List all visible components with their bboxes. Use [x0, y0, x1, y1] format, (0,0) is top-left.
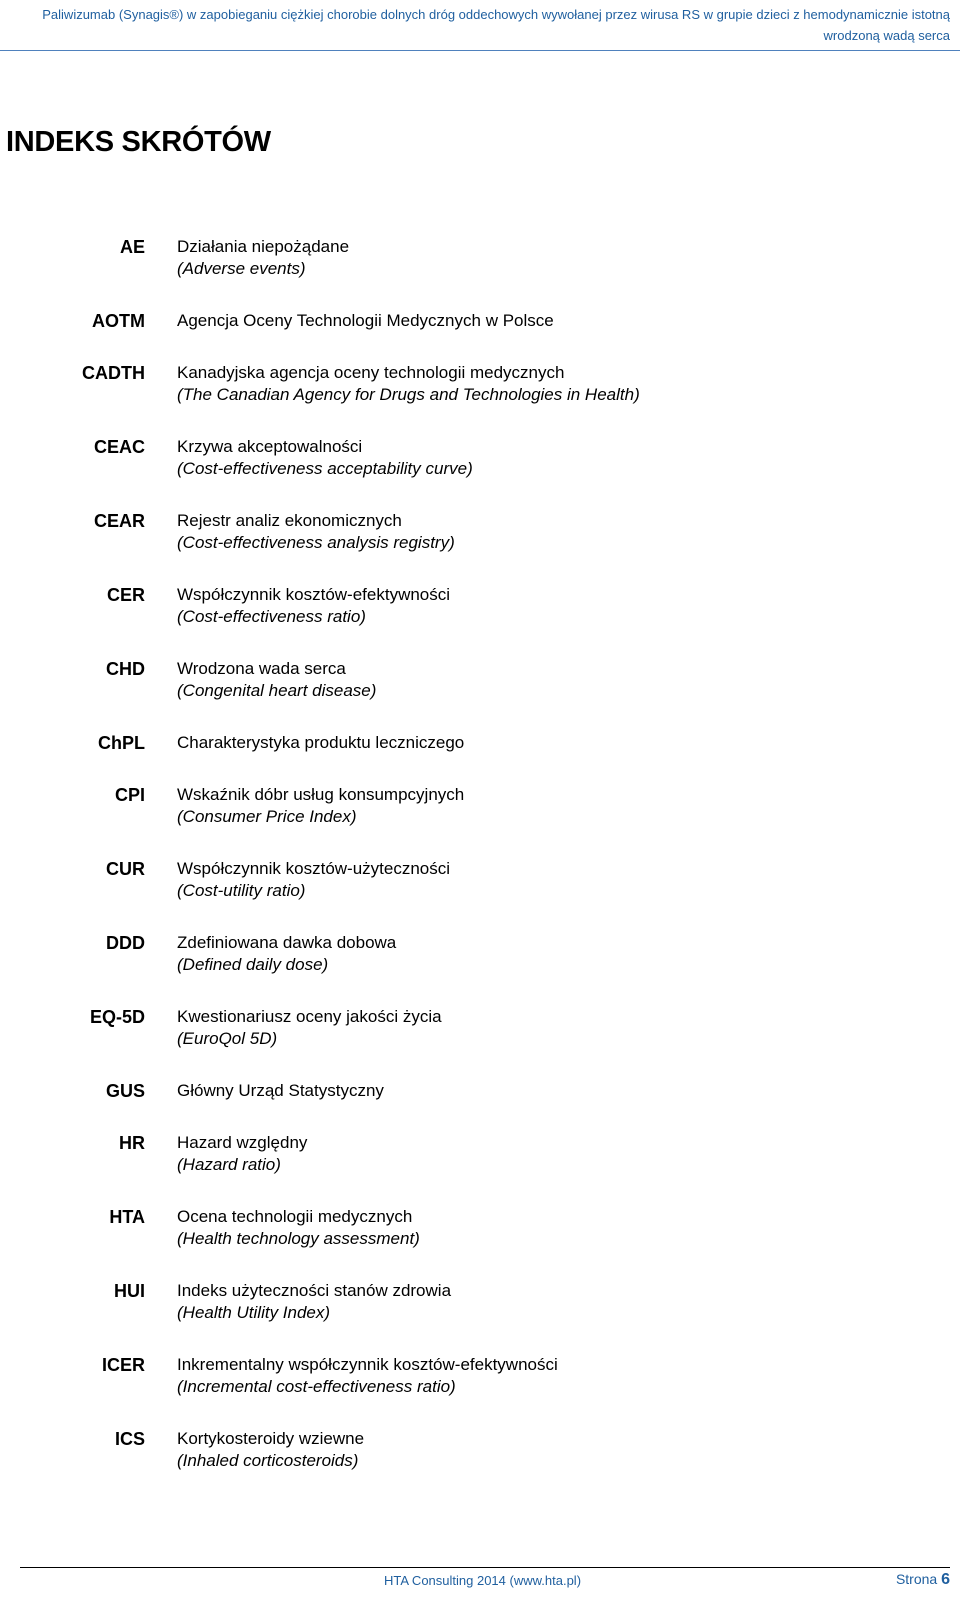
abbreviation-definition	[177, 932, 396, 976]
section-title: INDEKS SKRÓTÓW	[6, 126, 271, 158]
definition-polish: Agencja Oceny Technologii Medycznych w Polsce	[177, 311, 554, 330]
abbreviation-row	[0, 1354, 960, 1428]
abbreviation-definition	[177, 732, 464, 754]
page-footer	[20, 1567, 950, 1592]
definition-polish: Charakterystyka produktu leczniczego	[177, 733, 465, 752]
definition-english: (Cost-effectiveness acceptability curve)	[177, 459, 473, 478]
abbreviation-term: AOTM	[92, 311, 145, 331]
abbreviation-definition	[177, 658, 376, 702]
definition-english: (EuroQol 5D)	[177, 1029, 278, 1048]
definition-english: (Cost-effectiveness analysis registry)	[177, 533, 455, 552]
abbreviation-row	[0, 732, 960, 784]
definition-polish: Współczynnik kosztów-efektywności	[177, 585, 451, 604]
definition-polish: Wskaźnik dóbr usług konsumpcyjnych	[177, 785, 465, 804]
abbreviation-row	[0, 510, 960, 584]
abbreviation-definition	[177, 1006, 442, 1050]
abbreviation-row	[0, 236, 960, 310]
abbreviation-row	[0, 1280, 960, 1354]
abbreviation-list	[0, 236, 960, 1502]
footer-company: HTA Consulting 2014 (www.hta.pl)	[384, 1573, 582, 1588]
abbreviation-row	[0, 584, 960, 658]
abbreviation-term: GUS	[105, 1081, 145, 1101]
page-indicator	[896, 1571, 950, 1589]
abbreviation-definition	[177, 1428, 364, 1472]
definition-polish: Hazard względny	[177, 1133, 308, 1152]
definition-polish: Wrodzona wada serca	[177, 659, 346, 678]
abbreviation-row	[0, 1080, 960, 1132]
definition-english: (Hazard ratio)	[177, 1155, 281, 1174]
abbreviation-row	[0, 658, 960, 732]
definition-english: (Health technology assessment)	[177, 1229, 420, 1248]
abbreviation-row	[0, 1428, 960, 1502]
abbreviation-row	[0, 784, 960, 858]
page-header	[0, 0, 960, 51]
abbreviation-term: AE	[119, 237, 145, 257]
abbreviation-row	[0, 436, 960, 510]
definition-polish: Kwestionariusz oceny jakości życia	[177, 1007, 442, 1026]
abbreviation-term: CEAC	[93, 437, 145, 457]
abbreviation-term: DDD	[106, 933, 145, 953]
definition-english: (Inhaled corticosteroids)	[177, 1451, 359, 1470]
abbreviation-row	[0, 1132, 960, 1206]
definition-polish: Działania niepożądane	[177, 237, 350, 256]
abbreviation-definition	[177, 1080, 384, 1102]
definition-english: (Incremental cost-effectiveness ratio)	[177, 1377, 456, 1396]
definition-english: (Cost-utility ratio)	[177, 881, 306, 900]
definition-polish: Indeks użyteczności stanów zdrowia	[177, 1281, 452, 1300]
abbreviation-definition	[177, 436, 473, 480]
definition-polish: Współczynnik kosztów-użyteczności	[177, 859, 451, 878]
definition-polish: Kortykosteroidy wziewne	[177, 1429, 365, 1448]
definition-polish: Krzywa akceptowalności	[177, 437, 363, 456]
abbreviation-row	[0, 362, 960, 436]
definition-english: (Defined daily dose)	[177, 955, 329, 974]
abbreviation-definition	[177, 784, 464, 828]
abbreviation-term: HR	[119, 1133, 145, 1153]
definition-english: (Congenital heart disease)	[177, 681, 377, 700]
definition-english: (The Canadian Agency for Drugs and Technologies in Health)	[177, 385, 640, 404]
abbreviation-definition	[177, 362, 640, 406]
abbreviation-definition	[177, 1280, 451, 1324]
abbreviation-term: CER	[106, 585, 145, 605]
abbreviation-row	[0, 1206, 960, 1280]
definition-polish: Kanadyjska agencja oceny technologii medycznych	[177, 363, 565, 382]
abbreviation-row	[0, 1006, 960, 1080]
abbreviation-definition	[177, 1354, 558, 1398]
document-title: Paliwizumab (Synagis®) w zapobieganiu ciężkiej chorobie dolnych dróg oddechowych wywołanej przez wirusa RS w grupie dzieci z hemodynamicznie istotną wrodzoną wadą serca	[42, 7, 950, 43]
definition-polish: Główny Urząd Statystyczny	[177, 1081, 384, 1100]
page-label: Strona	[895, 1571, 938, 1587]
definition-english: (Consumer Price Index)	[177, 807, 357, 826]
definition-english: (Cost-effectiveness ratio)	[177, 607, 366, 626]
abbreviation-definition	[177, 584, 450, 628]
abbreviation-definition	[177, 236, 349, 280]
page-number: 6	[941, 1571, 950, 1588]
definition-polish: Zdefiniowana dawka dobowa	[177, 933, 397, 952]
abbreviation-row	[0, 858, 960, 932]
definition-polish: Inkrementalny współczynnik kosztów-efektywności	[177, 1355, 558, 1374]
abbreviation-term: ICER	[101, 1355, 145, 1375]
definition-english: (Health Utility Index)	[177, 1303, 331, 1322]
abbreviation-row	[0, 932, 960, 1006]
abbreviation-definition	[177, 1132, 307, 1176]
definition-english: (Adverse events)	[177, 259, 306, 278]
abbreviation-term: ICS	[114, 1429, 145, 1449]
abbreviation-term: CEAR	[93, 511, 145, 531]
abbreviation-term: ChPL	[98, 733, 145, 753]
abbreviation-definition	[177, 1206, 420, 1250]
definition-polish: Ocena technologii medycznych	[177, 1207, 413, 1226]
abbreviation-term: CADTH	[82, 363, 145, 383]
abbreviation-definition	[177, 310, 554, 332]
abbreviation-term: HTA	[109, 1207, 145, 1227]
abbreviation-definition	[177, 858, 450, 902]
abbreviation-term: CHD	[106, 659, 145, 679]
abbreviation-term: CPI	[114, 785, 145, 805]
abbreviation-term: EQ-5D	[89, 1007, 145, 1027]
abbreviation-term: CUR	[106, 859, 145, 879]
abbreviation-row	[0, 310, 960, 362]
definition-polish: Rejestr analiz ekonomicznych	[177, 511, 402, 530]
abbreviation-definition	[177, 510, 455, 554]
abbreviation-term: HUI	[114, 1281, 145, 1301]
